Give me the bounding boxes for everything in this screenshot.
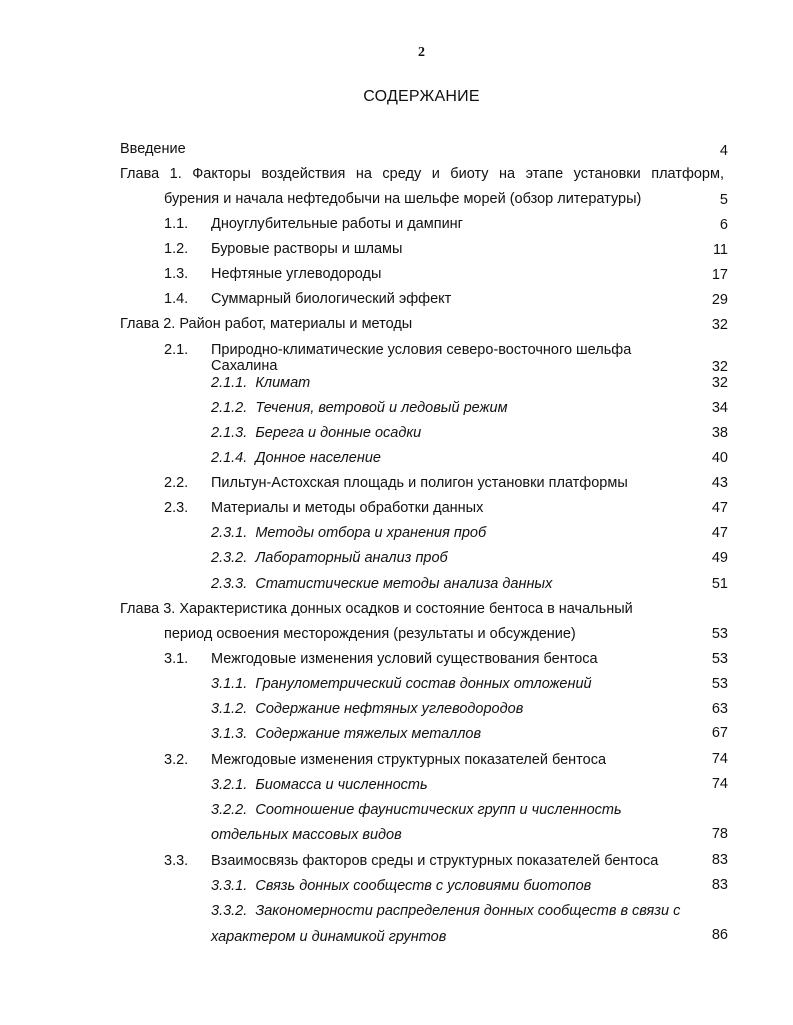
toc-label-line1 — [211, 802, 622, 819]
toc-label — [211, 676, 592, 693]
toc-label-line2: Сахалина — [211, 358, 278, 374]
toc-page: 38 — [711, 425, 728, 441]
toc-page: 51 — [711, 576, 728, 592]
toc-page: 53 — [711, 651, 728, 667]
page-title: СОДЕРЖАНИЕ — [363, 88, 480, 105]
toc-page: 17 — [711, 267, 728, 283]
toc-page: 4 — [719, 143, 728, 159]
toc-label: Пильтун-Астохская площадь и полигон установки платформы — [211, 475, 628, 491]
toc-number: 3.3. — [164, 853, 189, 869]
toc-page: 43 — [711, 475, 728, 491]
toc-number: 2.3.3. — [211, 576, 248, 592]
toc-label — [211, 375, 310, 392]
toc-page: 53 — [711, 676, 728, 692]
toc-text: Течения, ветровой и ледовый режим — [255, 400, 508, 416]
toc-number: 2.1.1. — [211, 375, 248, 391]
toc-page: 49 — [711, 550, 728, 566]
toc-label-line2: характером и динамикой грунтов — [211, 929, 447, 945]
toc-label — [211, 726, 481, 743]
toc-label — [211, 777, 428, 794]
toc-number: 2.1.3. — [211, 425, 248, 441]
toc-page: 5 — [719, 192, 728, 208]
toc-page: 78 — [711, 826, 728, 842]
toc-page: 11 — [712, 242, 728, 258]
toc-label-line1: Глава 3. Характеристика донных осадков и состояние бентоса в начальный — [120, 601, 633, 617]
toc-number: 1.4. — [164, 291, 189, 307]
toc-text: Методы отбора и хранения проб — [255, 525, 487, 541]
toc-number: 2.2. — [164, 475, 189, 491]
toc-page: 47 — [711, 525, 728, 541]
toc-label: Буровые растворы и шламы — [211, 241, 403, 257]
toc-number: 2.1. — [164, 342, 189, 358]
toc-page: 74 — [711, 751, 728, 767]
toc-text: Соотношение фаунистических групп и численность — [255, 802, 622, 818]
toc-label-line1: Глава 1. Факторы воздействия на среду и биоту на этапе установки платформ, — [120, 166, 724, 182]
toc-text: Содержание тяжелых металлов — [255, 726, 482, 742]
toc-text: Статистические методы анализа данных — [255, 576, 553, 592]
toc-page: 47 — [711, 500, 728, 516]
toc-label: Нефтяные углеводороды — [211, 266, 382, 282]
toc-number: 3.1. — [164, 651, 189, 667]
toc-page: 67 — [711, 725, 728, 741]
toc-text: Донное население — [255, 450, 381, 466]
toc-number: 2.3.2. — [211, 550, 248, 566]
toc-label — [211, 450, 381, 467]
toc-number: 2.3.1. — [211, 525, 248, 541]
page-number: 2 — [418, 45, 425, 60]
toc-label: Материалы и методы обработки данных — [211, 500, 484, 516]
toc-text: Связь донных сообществ с условиями биотопов — [255, 878, 592, 894]
toc-number: 1.3. — [164, 266, 189, 282]
toc-label: Введение — [120, 141, 186, 157]
toc-label-line1: Природно-климатические условия северо-восточного шельфа — [211, 342, 632, 358]
toc-text: Климат — [255, 375, 311, 391]
toc-page: 83 — [711, 877, 728, 893]
toc-number: 1.2. — [164, 241, 189, 257]
toc-label — [211, 878, 591, 895]
toc-label: Глава 2. Район работ, материалы и методы — [120, 316, 413, 332]
toc-label — [211, 400, 508, 417]
toc-page: 63 — [711, 701, 728, 717]
toc-label: Межгодовые изменения структурных показателей бентоса — [211, 752, 607, 768]
toc-page: 32 — [711, 359, 728, 375]
toc-page: 40 — [711, 450, 728, 466]
toc-label: Дноуглубительные работы и дампинг — [211, 216, 463, 232]
toc-page: 34 — [711, 400, 728, 416]
toc-text: Берега и донные осадки — [255, 425, 422, 441]
toc-number: 3.1.3. — [211, 726, 248, 742]
toc-page: 74 — [711, 776, 728, 792]
toc-page: 86 — [711, 927, 728, 943]
toc-label-line1 — [211, 903, 680, 920]
toc-label — [211, 576, 552, 593]
toc-page: 53 — [711, 626, 728, 642]
toc-page: 32 — [711, 317, 728, 333]
toc-label-line2: отдельных массовых видов — [211, 827, 402, 843]
toc-page: 32 — [711, 375, 728, 391]
toc-number: 3.1.1. — [211, 676, 248, 692]
toc-number: 3.2.1. — [211, 777, 248, 793]
toc-label — [211, 701, 523, 718]
toc-label-line2: период освоения месторождения (результаты и обсуждение) — [164, 626, 576, 642]
toc-label: Суммарный биологический эффект — [211, 291, 452, 307]
toc-number: 2.1.2. — [211, 400, 248, 416]
toc-number: 2.3. — [164, 500, 189, 516]
toc-text: Лабораторный анализ проб — [255, 550, 448, 566]
toc-number: 3.3.1. — [211, 878, 248, 894]
toc-page: 29 — [711, 292, 728, 308]
toc-label — [211, 550, 448, 567]
toc-number: 2.1.4. — [211, 450, 248, 466]
toc-text: Биомасса и численность — [255, 777, 428, 793]
toc-text: Содержание нефтяных углеводородов — [255, 701, 524, 717]
toc-page: 83 — [711, 852, 728, 868]
toc-number: 1.1. — [164, 216, 189, 232]
toc-text: Закономерности распределения донных сообществ в связи с — [255, 903, 681, 919]
toc-text: Гранулометрический состав донных отложений — [255, 676, 592, 692]
toc-number: 3.2. — [164, 752, 189, 768]
toc-number: 3.1.2. — [211, 701, 248, 717]
toc-number: 3.3.2. — [211, 903, 248, 919]
toc-label-line2: бурения и начала нефтедобычи на шельфе морей (обзор литературы) — [164, 191, 642, 207]
toc-number: 3.2.2. — [211, 802, 248, 818]
toc-page: 6 — [719, 217, 728, 233]
toc-label: Межгодовые изменения условий существования бентоса — [211, 651, 598, 667]
toc-label — [211, 525, 486, 542]
toc-label — [211, 425, 421, 442]
toc-label: Взаимосвязь факторов среды и структурных показателей бентоса — [211, 853, 659, 869]
